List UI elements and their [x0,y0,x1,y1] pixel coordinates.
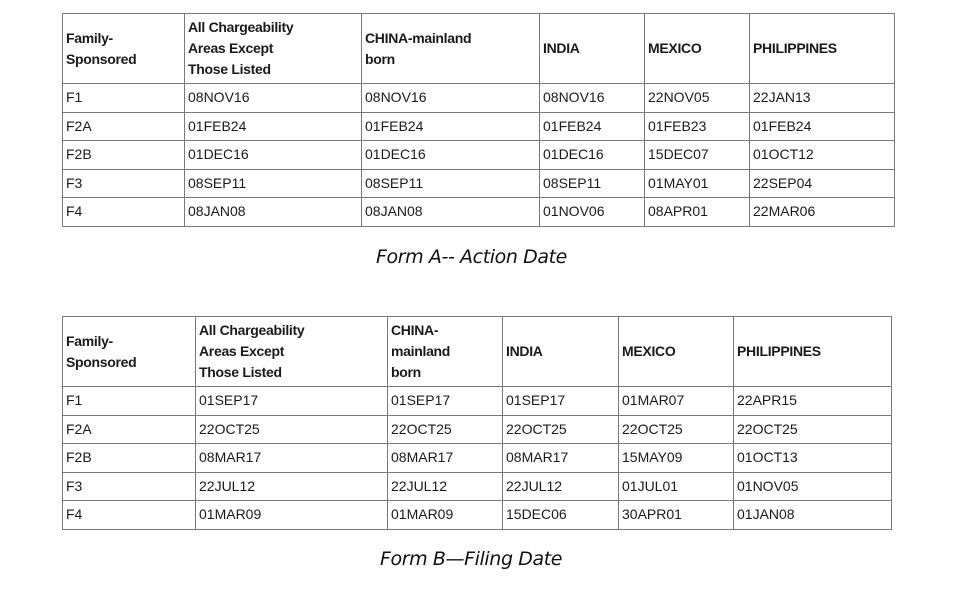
date-cell: 22OCT25 [196,415,388,444]
header-family-sponsored: Family- Sponsored [63,317,196,387]
date-cell: 08JAN08 [185,198,362,227]
table-row [63,444,892,473]
date-cell: 01NOV05 [734,472,892,501]
date-cell: 15DEC06 [503,501,619,530]
form-b-caption: Form B—Filing Date [380,548,563,570]
date-cell: 01FEB24 [185,112,362,141]
date-cell: 01DEC16 [540,141,645,170]
date-cell: 08APR01 [645,198,750,227]
header-family-sponsored: Family- Sponsored [63,14,185,84]
date-cell: 08SEP11 [540,169,645,198]
date-cell: 22OCT25 [503,415,619,444]
date-cell: 08MAR17 [503,444,619,473]
date-cell: 01FEB24 [540,112,645,141]
date-cell: 08SEP11 [362,169,540,198]
header-india: INDIA [540,14,645,84]
header-china [388,317,503,387]
table-row [63,387,892,416]
date-cell: 22MAR06 [750,198,895,227]
date-cell: 22JUL12 [196,472,388,501]
date-cell: 01OCT12 [750,141,895,170]
table-row [63,169,895,198]
filing-date-table [62,316,892,530]
header-china [362,14,540,84]
date-cell: 08NOV16 [185,84,362,113]
category-cell: F2A [63,415,196,444]
date-cell: 01DEC16 [362,141,540,170]
header-all-chargeability [185,14,362,84]
table-row [63,472,892,501]
date-cell: 01JAN08 [734,501,892,530]
date-cell: 08SEP11 [185,169,362,198]
date-cell: 22NOV05 [645,84,750,113]
date-cell: 15MAY09 [619,444,734,473]
date-cell: 22OCT25 [734,415,892,444]
date-cell: 01DEC16 [185,141,362,170]
category-cell: F2A [63,112,185,141]
category-cell: F4 [63,501,196,530]
header-mexico: MEXICO [645,14,750,84]
header-text: CHINA-mainland born [365,29,472,67]
header-india: INDIA [503,317,619,387]
category-cell: F1 [63,387,196,416]
header-text: All Chargeability Areas Except Those Listed [199,322,305,380]
date-cell: 01JUL01 [619,472,734,501]
date-cell: 22JUL12 [503,472,619,501]
date-cell: 08NOV16 [540,84,645,113]
date-cell: 22JUL12 [388,472,503,501]
date-cell: 22JAN13 [750,84,895,113]
date-cell: 22APR15 [734,387,892,416]
date-cell: 01SEP17 [388,387,503,416]
date-cell: 01MAR09 [388,501,503,530]
date-cell: 08JAN08 [362,198,540,227]
date-cell: 08MAR17 [196,444,388,473]
table-row [63,198,895,227]
header-philippines: PHILIPPINES [750,14,895,84]
date-cell: 22OCT25 [619,415,734,444]
header-text: All Chargeability Areas Except Those Listed [188,19,294,77]
header-all-chargeability [196,317,388,387]
header-mexico: MEXICO [619,317,734,387]
category-cell: F2B [63,141,185,170]
table-row [63,415,892,444]
date-cell: 15DEC07 [645,141,750,170]
table-row [63,112,895,141]
date-cell: 01MAR09 [196,501,388,530]
date-cell: 22OCT25 [388,415,503,444]
table-header-row [63,14,895,84]
table-row [63,141,895,170]
table-header-row [63,317,892,387]
date-cell: 01OCT13 [734,444,892,473]
date-cell: 01SEP17 [196,387,388,416]
category-cell: F3 [63,169,185,198]
date-cell: 01MAY01 [645,169,750,198]
date-cell: 01FEB24 [362,112,540,141]
table-row [63,501,892,530]
date-cell: 01FEB24 [750,112,895,141]
date-cell: 08MAR17 [388,444,503,473]
header-text: CHINA- mainland born [391,322,451,380]
category-cell: F3 [63,472,196,501]
date-cell: 01MAR07 [619,387,734,416]
date-cell: 30APR01 [619,501,734,530]
form-a-caption: Form A-- Action Date [376,246,567,268]
header-philippines: PHILIPPINES [734,317,892,387]
date-cell: 08NOV16 [362,84,540,113]
date-cell: 22SEP04 [750,169,895,198]
date-cell: 01SEP17 [503,387,619,416]
table-row [63,84,895,113]
category-cell: F2B [63,444,196,473]
category-cell: F4 [63,198,185,227]
date-cell: 01NOV06 [540,198,645,227]
date-cell: 01FEB23 [645,112,750,141]
action-date-table [62,13,895,227]
category-cell: F1 [63,84,185,113]
